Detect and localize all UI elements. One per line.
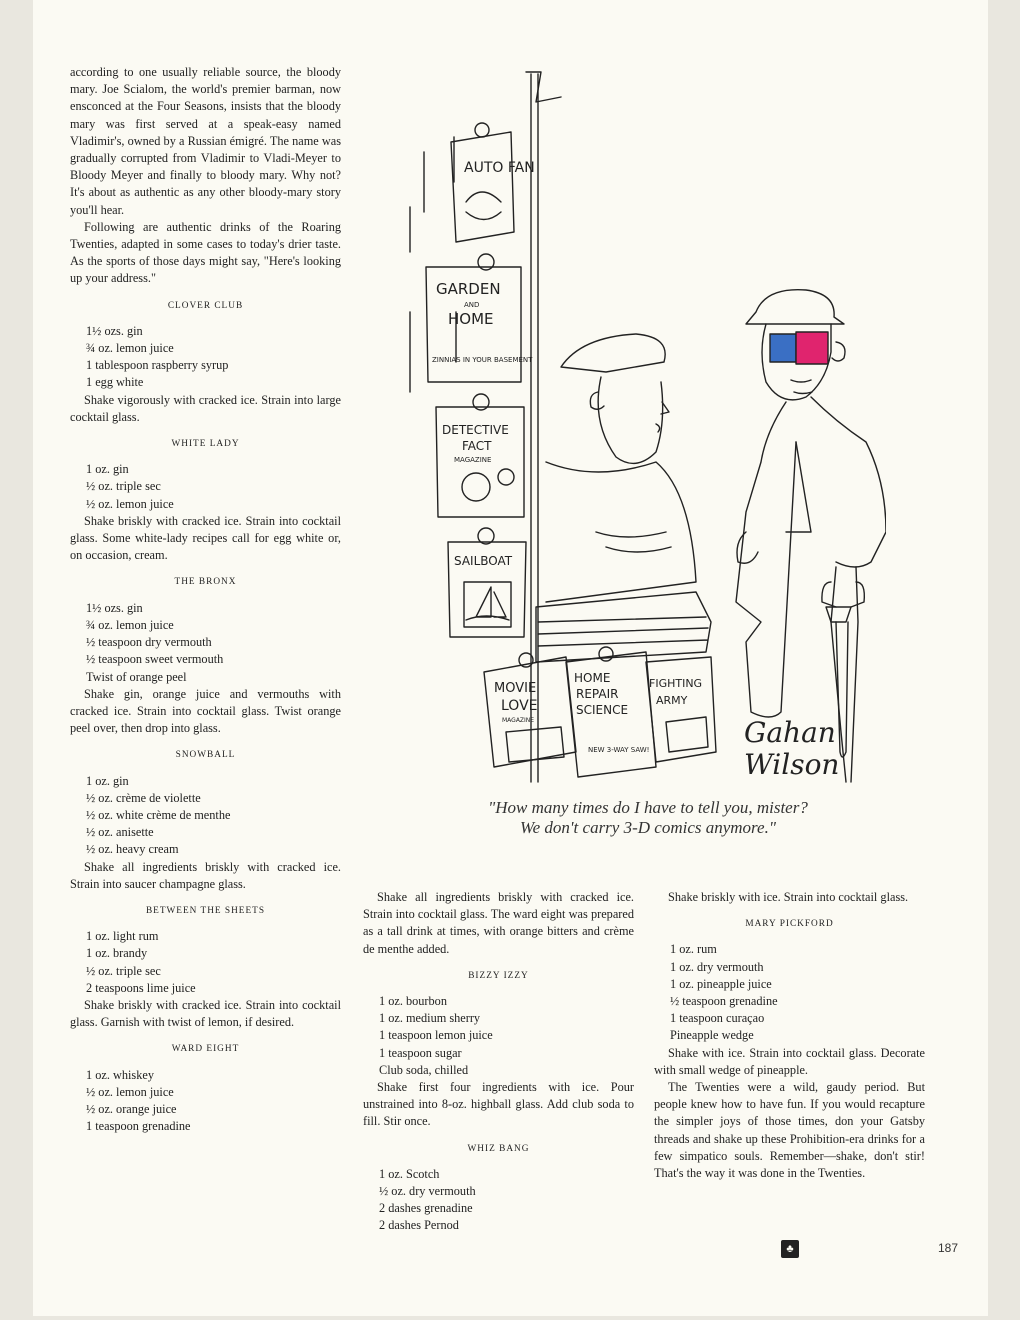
ingredient: ½ oz. crème de violette bbox=[86, 790, 201, 805]
ingredient: ½ oz. lemon juice bbox=[86, 1084, 174, 1099]
ingredient: 1 oz. Scotch bbox=[379, 1166, 440, 1181]
ingredient-list-between-the-sheets bbox=[86, 928, 341, 997]
magazine-title: LOVE bbox=[501, 698, 538, 714]
ingredient-list-clover-club bbox=[86, 323, 341, 392]
customer-figure bbox=[736, 290, 886, 782]
magazine-subtitle: NEW 3-WAY SAW! bbox=[588, 746, 650, 754]
recipe-title-clover-club: CLOVER CLUB bbox=[167, 300, 244, 311]
page-number: 187 bbox=[938, 1241, 959, 1255]
recipe-directions: Shake first four ingredients with ice. Pour unstrained into 8-oz. highball glass. Add club soda to fill. Stir once. bbox=[363, 1080, 634, 1129]
cartoon-caption bbox=[428, 798, 868, 838]
magazine-title: MOVIE bbox=[494, 681, 537, 696]
recipe-directions: Shake gin, orange juice and vermouths with cracked ice. Strain into cocktail glass. Twist orange peel over, then drop into glass. bbox=[70, 686, 341, 736]
magazine-movie-love bbox=[484, 653, 576, 767]
ingredient-list-whiz-bang bbox=[379, 1166, 634, 1235]
recipe-title-between-the-sheets: BETWEEN THE SHEETS bbox=[145, 905, 266, 916]
magazine-title: SAILBOAT bbox=[454, 554, 513, 568]
ingredient: 1 teaspoon lemon juice bbox=[379, 1028, 493, 1043]
closing-paragraph: The Twenties were a wild, gaudy period. But people knew how to have fun. If you would recapture the simpler joys of those times, don your Gatsby threads and shake up these Prohibition-era drinks for a few simpatico souls. Remember—shake, don't stir! That's the way it was done in the Twenties. bbox=[654, 1080, 925, 1181]
magazine-title: DETECTIVE bbox=[442, 423, 509, 437]
ingredient: Pineapple wedge bbox=[670, 1028, 754, 1043]
recipe-directions: Shake vigorously with cracked ice. Strain into large cocktail glass. bbox=[70, 392, 341, 424]
recipe-directions: Shake with ice. Strain into cocktail glass. Decorate with small wedge of pineapple. bbox=[654, 1045, 925, 1077]
magazine-title: REPAIR bbox=[576, 687, 619, 701]
ingredient: 1 oz. brandy bbox=[86, 946, 148, 961]
ingredient-list-mary-pickford bbox=[670, 941, 925, 1044]
ingredient: ½ oz. dry vermouth bbox=[379, 1184, 476, 1199]
magazine-title: GARDEN bbox=[436, 280, 501, 298]
recipe-directions: Shake all ingredients briskly with cracked ice. Strain into saucer champagne glass. bbox=[70, 859, 341, 891]
magazine-title: AUTO FAN bbox=[464, 160, 535, 176]
end-mark-logo-icon: ♣ bbox=[781, 1240, 799, 1258]
recipe-directions: Shake all ingredients briskly with cracked ice. Strain into cocktail glass. The ward eight was prepared as a tall drink at times, with orange bitters and crème de menthe added. bbox=[363, 890, 634, 956]
glasses-right-lens bbox=[796, 332, 828, 364]
recipe-title-ward-eight: WARD EIGHT bbox=[171, 1044, 240, 1055]
ingredient-list-snowball bbox=[86, 773, 341, 859]
ingredient: 1 oz. pineapple juice bbox=[670, 976, 772, 991]
ingredient: 1 oz. gin bbox=[86, 462, 129, 477]
rack-wire bbox=[410, 137, 456, 392]
ingredient: ¾ oz. lemon juice bbox=[86, 617, 174, 632]
recipe-directions: Shake briskly with cracked ice. Strain into cocktail glass. Garnish with twist of lemon, if desired. bbox=[70, 997, 341, 1030]
ingredient: 1 tablespoon raspberry syrup bbox=[86, 358, 229, 373]
intro-paragraph-1: according to one usually reliable source, the bloody mary. Joe Scialom, the world's premier barman, now ensconced at the Four Seasons, insists that the bloody mary was first served at a speak-easy named Vladimir's, owned by a Russian émigré. The name was gradually corrupted from Vladimir to Vladi-Meyer to Bloody Meyer and finally to bloody mary. Why not? It's about as authentic as any other bloody-mary story you'll hear. bbox=[70, 65, 341, 217]
ingredient: 1 oz. whiskey bbox=[86, 1067, 154, 1082]
ingredient: ½ oz. triple sec bbox=[86, 479, 161, 494]
ingredient: 1 oz. light rum bbox=[86, 929, 159, 944]
recipe-title-snowball: SNOWBALL bbox=[175, 750, 236, 761]
ingredient: Twist of orange peel bbox=[86, 669, 187, 684]
cartoon-illustration bbox=[366, 62, 886, 787]
caption-line: "How many times do I have to tell you, mister? bbox=[488, 798, 808, 817]
magazine-auto-fan bbox=[451, 123, 535, 242]
ingredient-list-bizzy-izzy bbox=[379, 993, 634, 1079]
ingredient: ½ teaspoon dry vermouth bbox=[86, 635, 212, 650]
magazine-title: MAGAZINE bbox=[454, 456, 492, 464]
magazine-stack bbox=[536, 592, 711, 662]
signature-line: Wilson bbox=[744, 748, 840, 781]
magazine-title: SCIENCE bbox=[576, 703, 629, 717]
ingredient: 2 dashes grenadine bbox=[379, 1201, 473, 1216]
ingredient: 1 teaspoon curaçao bbox=[670, 1011, 765, 1026]
ingredient: 1 egg white bbox=[86, 375, 144, 390]
magazine-title: FACT bbox=[462, 439, 492, 453]
magazine-subtitle: ZINNIAS IN YOUR BASEMENT bbox=[432, 356, 533, 364]
ingredient: ½ oz. lemon juice bbox=[86, 496, 174, 511]
ingredient: 1 oz. rum bbox=[670, 942, 717, 957]
magazine-detective-fact bbox=[436, 394, 524, 517]
ingredient-list-the-bronx bbox=[86, 600, 341, 686]
recipe-title-bizzy-izzy: BIZZY IZZY bbox=[468, 970, 529, 981]
magazine-page bbox=[33, 0, 988, 1316]
glasses-left-lens bbox=[770, 334, 796, 362]
recipe-directions: Shake briskly with cracked ice. Strain into cocktail glass. Some white-lady recipes call for egg white or, on occasion, cream. bbox=[70, 513, 341, 563]
text-column-1 bbox=[70, 64, 341, 1135]
ingredient: Club soda, chilled bbox=[379, 1062, 469, 1077]
text-column-2 bbox=[363, 889, 634, 1235]
caption-line: We don't carry 3-D comics anymore." bbox=[520, 818, 776, 837]
ingredient: 1 oz. bourbon bbox=[379, 994, 447, 1009]
ingredient: ½ teaspoon sweet vermouth bbox=[86, 652, 224, 667]
magazine-home-repair-science bbox=[566, 647, 656, 777]
magazine-title: HOME bbox=[448, 310, 494, 328]
vendor-figure bbox=[546, 334, 696, 602]
ingredient: ½ oz. triple sec bbox=[86, 963, 161, 978]
recipe-title-the-bronx: THE BRONX bbox=[174, 577, 237, 588]
ingredient: 1½ ozs. gin bbox=[86, 600, 143, 615]
magazine-title: AND bbox=[464, 301, 480, 309]
signature-line: Gahan bbox=[744, 716, 836, 749]
ingredient-list-white-lady bbox=[86, 461, 341, 513]
magazine-sailboat bbox=[448, 528, 526, 637]
magazine-title: FIGHTING bbox=[649, 677, 703, 690]
recipe-title-white-lady: WHITE LADY bbox=[171, 439, 240, 450]
magazine-fighting-army bbox=[646, 657, 716, 762]
recipe-title-mary-pickford: MARY PICKFORD bbox=[745, 919, 834, 930]
ingredient: 1 teaspoon grenadine bbox=[86, 1119, 191, 1134]
recipe-title-whiz-bang: WHIZ BANG bbox=[467, 1143, 530, 1154]
magazine-title: HOME bbox=[574, 671, 611, 685]
ingredient: ½ oz. heavy cream bbox=[86, 842, 179, 857]
text-column-3 bbox=[654, 889, 925, 1182]
ingredient: 1 oz. medium sherry bbox=[379, 1011, 481, 1026]
magazine-garden-home bbox=[426, 254, 533, 382]
ingredient: 2 dashes Pernod bbox=[379, 1218, 459, 1233]
artist-signature bbox=[744, 716, 839, 781]
ingredient: 1 oz. dry vermouth bbox=[670, 959, 764, 974]
intro-paragraph-2: Following are authentic drinks of the Roaring Twenties, adapted in some cases to today's drier taste. As the sports of those days might say, "Here's looking up your address." bbox=[70, 219, 341, 286]
ingredient: ½ teaspoon grenadine bbox=[670, 994, 778, 1009]
ingredient: 1 teaspoon sugar bbox=[379, 1045, 462, 1060]
magazine-title: ARMY bbox=[656, 694, 688, 707]
ingredient: ½ oz. white crème de menthe bbox=[86, 807, 231, 822]
ingredient-list-ward-eight bbox=[86, 1067, 341, 1136]
ingredient: ½ oz. anisette bbox=[86, 825, 154, 840]
ingredient: 2 teaspoons lime juice bbox=[86, 980, 196, 995]
rack-pole bbox=[531, 74, 538, 782]
ingredient: ½ oz. orange juice bbox=[86, 1101, 177, 1116]
ingredient: ¾ oz. lemon juice bbox=[86, 341, 174, 356]
magazine-title: MAGAZINE bbox=[502, 717, 535, 724]
ingredient: 1½ ozs. gin bbox=[86, 323, 143, 338]
ingredient: 1 oz. gin bbox=[86, 773, 129, 788]
recipe-directions: Shake briskly with ice. Strain into cocktail glass. bbox=[668, 890, 909, 904]
